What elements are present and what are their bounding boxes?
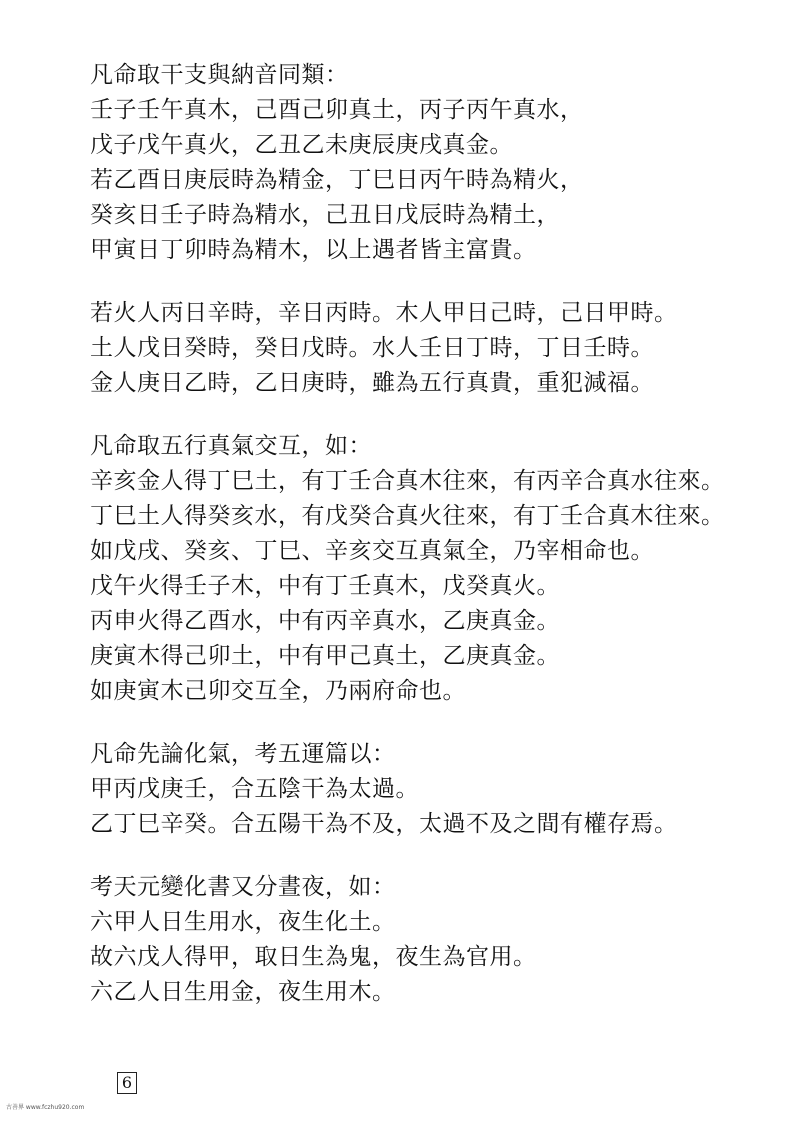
paragraph-wuxing-zhengui (90, 296, 790, 401)
text-line: 癸亥日壬子時為精水，己丑日戊辰時為精土， (90, 202, 560, 228)
text-line: 甲寅日丁卯時為精木，以上遇者皆主富貴。 (90, 237, 537, 263)
text-line: 丙申火得乙酉水，中有丙辛真水，乙庚真金。 (90, 608, 560, 634)
text-line: 丁巳土人得癸亥水，有戊癸合真火往來，有丁壬合真木往來。 (90, 503, 725, 529)
text-line: 庚寅木得己卯土，中有甲己真土，乙庚真金。 (90, 643, 560, 669)
text-line: 六乙人日生用金，夜生用木。 (90, 979, 396, 1005)
text-line: 乙丁巳辛癸。合五陽干為不及，太過不及之間有權存焉。 (90, 811, 678, 837)
paragraph-huaqi (90, 737, 790, 842)
text-line: 故六戊人得甲，取日生為鬼，夜生為官用。 (90, 944, 537, 970)
text-line: 六甲人日生用水，夜生化土。 (90, 909, 396, 935)
text-line: 凡命取五行真氣交互，如： (90, 433, 372, 459)
paragraph-zhenqi-jiaohu (90, 429, 790, 709)
watermark: 古善界 www.fczhu920.com (6, 1104, 85, 1111)
text-line: 土人戊日癸時，癸日戊時。水人壬日丁時，丁日壬時。 (90, 335, 654, 361)
text-line: 若火人丙日辛時，辛日丙時。木人甲日己時，己日甲時。 (90, 300, 678, 326)
text-body (90, 58, 790, 1038)
text-line: 金人庚日乙時，乙日庚時，雖為五行真貴，重犯減福。 (90, 370, 654, 396)
text-line: 凡命先論化氣，考五運篇以： (90, 741, 396, 767)
paragraph-tianyuan-bianhua (90, 870, 790, 1010)
text-line: 凡命取干支與納音同類： (90, 62, 349, 88)
text-line: 若乙酉日庚辰時為精金，丁巳日丙午時為精火， (90, 167, 584, 193)
text-line: 戊午火得壬子木，中有丁壬真木，戊癸真火。 (90, 573, 560, 599)
text-line: 考天元變化書又分晝夜，如： (90, 874, 396, 900)
text-line: 如戊戌、癸亥、丁巳、辛亥交互真氣全，乃宰相命也。 (90, 538, 654, 564)
text-line: 如庚寅木己卯交互全，乃兩府命也。 (90, 678, 466, 704)
text-line: 戊子戊午真火，乙丑乙未庚辰庚戌真金。 (90, 132, 513, 158)
text-line: 辛亥金人得丁巳土，有丁壬合真木往來，有丙辛合真水往來。 (90, 468, 725, 494)
page-number: 6 (117, 1072, 137, 1094)
text-line: 壬子壬午真木，己酉己卯真土，丙子丙午真水， (90, 97, 584, 123)
paragraph-ganzhi-nayin (90, 58, 790, 268)
text-line: 甲丙戊庚壬，合五陰干為太過。 (90, 776, 419, 802)
